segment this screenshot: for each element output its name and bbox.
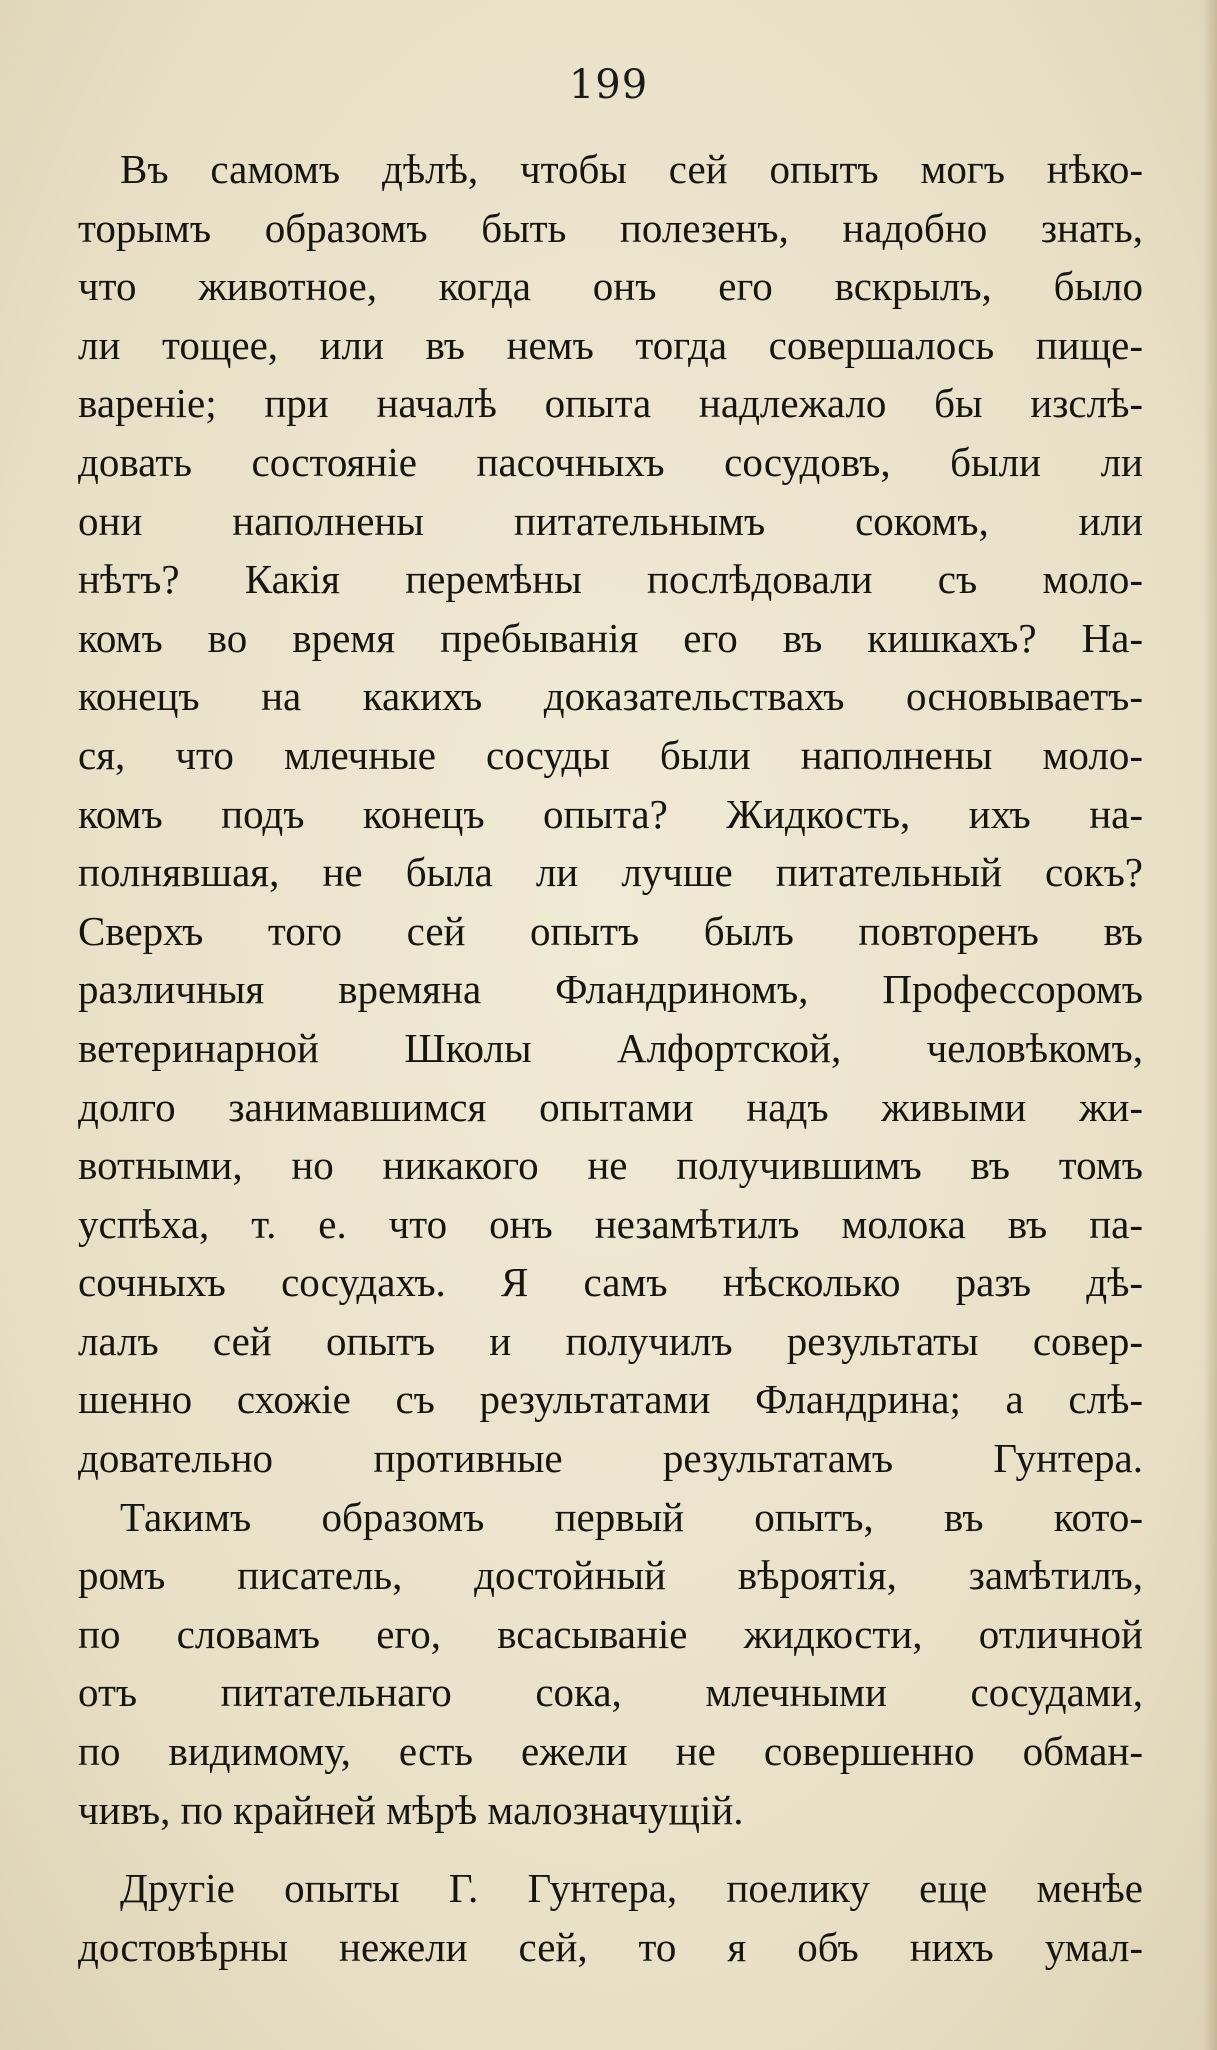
text-line: что животное, когда онъ его вскрылъ, было — [78, 263, 1143, 310]
text-line: конецъ на какихъ доказательствахъ основываетъ- — [78, 673, 1143, 720]
text-line: довательно противные результатамъ Гунтера. — [78, 1435, 1143, 1482]
text-line: долго занимавшимся опытами надъ живыми жи- — [78, 1083, 1143, 1130]
text-line: они наполнены питательнымъ сокомъ, или — [78, 497, 1143, 544]
text-line: успѣха, т. е. что онъ незамѣтилъ молока въ па- — [78, 1200, 1143, 1247]
text-line: шенно схожіе съ результатами Фландрина; а слѣ- — [78, 1376, 1143, 1423]
text-line: полнявшая, не была ли лучше питательный сокъ? — [78, 849, 1143, 896]
text-line: чивъ, по крайней мѣрѣ малозначущій. — [78, 1786, 744, 1833]
text-line: Сверхъ того сей опытъ былъ повторенъ въ — [78, 907, 1143, 954]
body-text — [78, 140, 1143, 1976]
paragraph-spacer — [78, 1839, 1143, 1859]
text-line: вареніе; при началѣ опыта надлежало бы изслѣ- — [78, 380, 1143, 427]
text-line: ветеринарной Школы Алфортской, человѣкомъ, — [78, 1024, 1143, 1071]
paragraph — [78, 1859, 1143, 1976]
text-line: достовѣрны нежели сей, то я объ нихъ умал- — [78, 1923, 1143, 1970]
text-line: торымъ образомъ быть полезенъ, надобно знать, — [78, 204, 1143, 251]
paragraph — [78, 1488, 1143, 1840]
text-line: различныя времяна Фландриномъ, Профессоромъ — [78, 966, 1143, 1013]
text-line: Другіе опыты Г. Гунтера, поелику еще менѣе — [120, 1865, 1143, 1912]
text-line: вотными, но никакого не получившимъ въ томъ — [78, 1142, 1143, 1189]
text-line: отъ питательнаго сока, млечными сосудами, — [78, 1669, 1143, 1716]
text-line: нѣтъ? Какія перемѣны послѣдовали съ моло- — [78, 556, 1143, 603]
text-line: Въ самомъ дѣлѣ, чтобы сей опытъ могъ нѣко- — [120, 146, 1143, 192]
page-number: 199 — [568, 62, 649, 108]
paragraph — [78, 140, 1143, 1488]
text-line: сочныхъ сосудахъ. Я самъ нѣсколько разъ дѣ- — [78, 1259, 1143, 1306]
text-line: лалъ сей опытъ и получилъ результаты совер- — [78, 1317, 1143, 1364]
text-line: ромъ писатель, достойный вѣроятія, замѣтилъ, — [78, 1552, 1143, 1599]
page-edge-shadow — [1203, 0, 1217, 2050]
text-line: ся, что млечные сосуды были наполнены моло- — [78, 731, 1143, 778]
text-line: Такимъ образомъ первый опытъ, въ кото- — [120, 1493, 1143, 1540]
text-line: довать состояніе пасочныхъ сосудовъ, были ли — [78, 438, 1143, 485]
text-line: по видимому, есть ежели не совершенно обман- — [78, 1728, 1143, 1775]
text-line: комъ во время пребыванія его въ кишкахъ? На- — [78, 614, 1143, 661]
text-line: комъ подъ конецъ опыта? Жидкость, ихъ на- — [78, 790, 1143, 837]
text-line: по словамъ его, всасываніе жидкости, отличной — [78, 1610, 1143, 1657]
text-line: ли тощее, или въ немъ тогда совершалось пище- — [78, 321, 1143, 368]
